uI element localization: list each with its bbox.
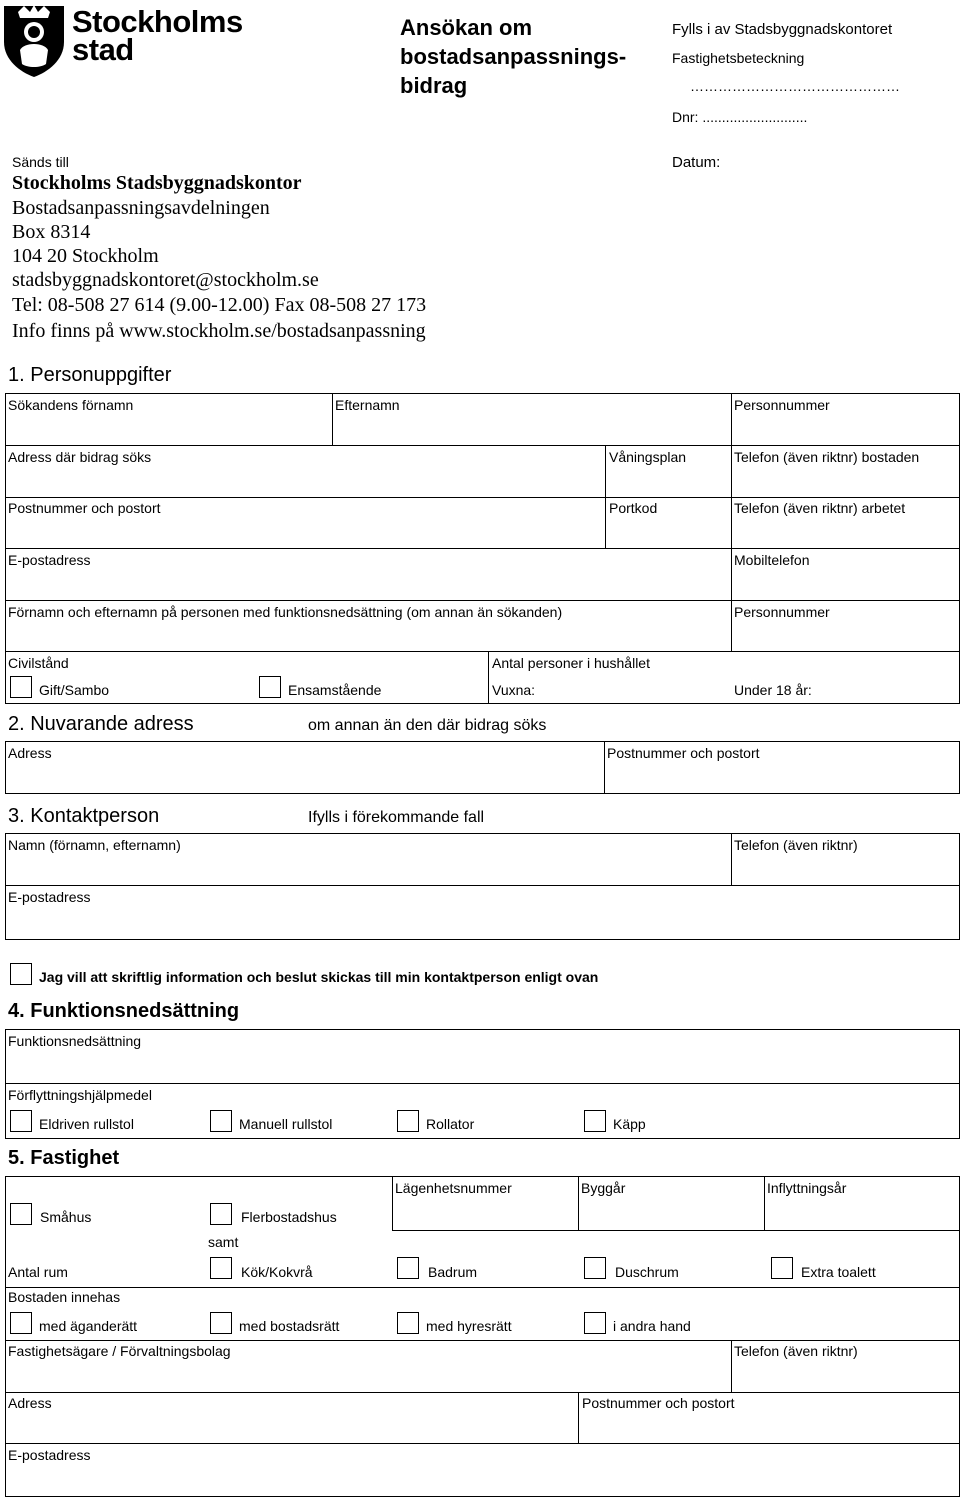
ownership-label: med äganderätt [39, 1318, 138, 1334]
sender-email: stadsbyggnadskontoret@stockholm.se [12, 269, 319, 291]
coop-checkbox[interactable] [210, 1312, 232, 1334]
multi-dwelling-label: Flerbostadshus [241, 1209, 337, 1225]
sender-info: Info finns på www.stockholm.se/bostadsanpassning [12, 320, 426, 342]
date-field[interactable]: Datum: [672, 154, 721, 171]
sender-phone: Tel: 08-508 27 614 (9.00-12.00) Fax 08-508 27 173 [12, 294, 427, 316]
married-label: Gift/Sambo [39, 682, 110, 698]
coop-label: med bostadsrätt [239, 1318, 340, 1334]
property-field[interactable]: ……………………………………… [690, 78, 900, 94]
owner-phone-label: Telefon (även riktnr) [734, 1343, 858, 1359]
section-5-title: 5. Fastighet [8, 1147, 120, 1169]
section-4-title: 4. Funktionsnedsättning [8, 1000, 240, 1022]
sender-city: 104 20 Stockholm [12, 245, 159, 267]
property-label: Fastighetsbeteckning [672, 50, 805, 66]
section-2-note: om annan än den där bidrag söks [308, 717, 547, 734]
address-label: Adress där bidrag söks [8, 449, 152, 465]
sublet-label: i andra hand [613, 1318, 691, 1334]
logo-text-line1: Stockholms [72, 4, 243, 39]
section-3-note: Ifylls i förekommande fall [308, 809, 485, 826]
postal-label: Postnummer och postort [8, 500, 161, 516]
bath-checkbox[interactable] [397, 1257, 419, 1279]
section-2-title: 2. Nuvarande adress [8, 713, 194, 735]
held-label: Bostaden innehas [8, 1289, 121, 1305]
disabled-person-label: Förnamn och efternamn på personen med funktionsnedsättning (om annan än sökanden) [8, 604, 563, 620]
email-label: E-postadress [8, 552, 91, 568]
section-1-title: 1. Personuppgifter [8, 364, 172, 386]
rental-checkbox[interactable] [397, 1312, 419, 1334]
house-checkbox[interactable] [10, 1203, 32, 1225]
kitchen-label: Kök/Kokvrå [241, 1264, 313, 1280]
consent-label: Jag vill att skriftlig information och beslut skickas till min kontaktperson enligt ovan [39, 969, 599, 985]
pnr2-label: Personnummer [734, 604, 830, 620]
section-3-title: 3. Kontaktperson [8, 805, 160, 827]
kitchen-checkbox[interactable] [210, 1257, 232, 1279]
multi-dwelling-checkbox[interactable] [210, 1203, 232, 1225]
owner-email-label: E-postadress [8, 1447, 91, 1463]
shower-checkbox[interactable] [584, 1257, 606, 1279]
single-label: Ensamstående [288, 682, 382, 698]
last-name-label: Efternamn [335, 397, 400, 413]
house-label: Småhus [40, 1209, 92, 1225]
current-postal-label: Postnummer och postort [607, 745, 760, 761]
first-name-label: Sökandens förnamn [8, 397, 134, 413]
ownership-checkbox[interactable] [10, 1312, 32, 1334]
shower-label: Duschrum [615, 1264, 679, 1280]
single-checkbox[interactable] [259, 676, 281, 698]
apartment-no-label: Lägenhetsnummer [395, 1180, 512, 1196]
owner-label: Fastighetsägare / Förvaltningsbolag [8, 1343, 231, 1359]
contact-name-label: Namn (förnamn, efternamn) [8, 837, 181, 853]
rooms-field[interactable]: Antal rum [8, 1264, 68, 1280]
owner-postal-label: Postnummer och postort [582, 1395, 735, 1411]
sender-box: Box 8314 [12, 221, 91, 243]
contact-phone-label: Telefon (även riktnr) [734, 837, 858, 853]
dnr-field[interactable]: Dnr: ........................... [672, 109, 808, 125]
cane-label: Käpp [613, 1116, 646, 1132]
manual-wheelchair-checkbox[interactable] [210, 1110, 232, 1132]
manual-wheelchair-label: Manuell rullstol [239, 1116, 333, 1132]
civil-status-label: Civilstånd [8, 655, 69, 671]
sender-name: Stockholms Stadsbyggnadskontor [12, 172, 302, 194]
samt-label: samt [208, 1234, 239, 1250]
cane-checkbox[interactable] [584, 1110, 606, 1132]
under18-field[interactable]: Under 18 år: [734, 682, 812, 698]
logo-text-line2: stad [72, 32, 134, 67]
form-title-line1: Ansökan om [400, 15, 533, 40]
phone-home-label: Telefon (även riktnr) bostaden [734, 449, 920, 465]
contact-email-label: E-postadress [8, 889, 91, 905]
phone-work-label: Telefon (även riktnr) arbetet [734, 500, 906, 516]
rental-label: med hyresrätt [426, 1318, 512, 1334]
moved-in-label: Inflyttningsår [767, 1180, 847, 1196]
bath-label: Badrum [428, 1264, 478, 1280]
consent-checkbox[interactable] [10, 963, 32, 985]
aids-label: Förflyttningshjälpmedel [8, 1087, 152, 1103]
form-title-line3: bidrag [400, 73, 468, 98]
extra-toilet-label: Extra toalett [801, 1264, 876, 1280]
owner-address-label: Adress [8, 1395, 52, 1411]
stockholm-crest-icon [2, 2, 66, 78]
mobile-label: Mobiltelefon [734, 552, 810, 568]
sublet-checkbox[interactable] [584, 1312, 606, 1334]
form-title-line2: bostadsanpassnings- [400, 44, 627, 69]
current-address-label: Adress [8, 745, 52, 761]
sender-label: Sänds till [12, 154, 69, 170]
adults-field[interactable]: Vuxna: [492, 682, 536, 698]
married-checkbox[interactable] [10, 676, 32, 698]
rollator-checkbox[interactable] [397, 1110, 419, 1132]
form-title [400, 13, 626, 100]
office-heading: Fylls i av Stadsbyggnadskontoret [672, 21, 893, 38]
sender-department: Bostadsanpassningsavdelningen [12, 197, 270, 219]
rollator-label: Rollator [426, 1116, 475, 1132]
pnr-label: Personnummer [734, 397, 830, 413]
logo [0, 0, 243, 80]
electric-wheelchair-label: Eldriven rullstol [39, 1116, 134, 1132]
extra-toilet-checkbox[interactable] [771, 1257, 793, 1279]
built-year-label: Byggår [581, 1180, 626, 1196]
door-code-label: Portkod [609, 500, 658, 516]
floor-label: Våningsplan [609, 449, 687, 465]
disability-label: Funktionsnedsättning [8, 1033, 142, 1049]
electric-wheelchair-checkbox[interactable] [10, 1110, 32, 1132]
household-label: Antal personer i hushållet [492, 655, 650, 671]
